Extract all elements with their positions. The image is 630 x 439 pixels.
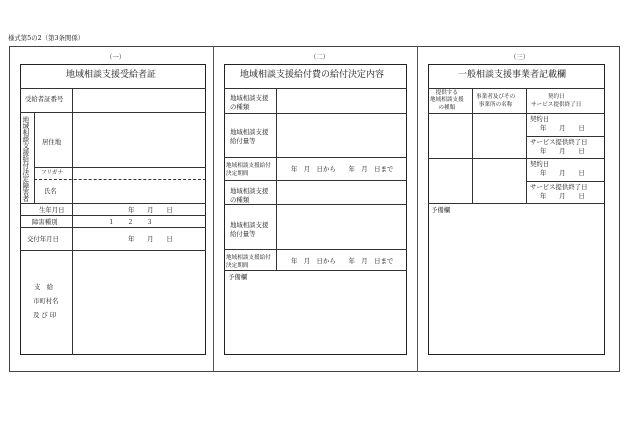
issue-date-label: 交付年月日 — [27, 235, 59, 243]
address-label: 居住地 — [42, 138, 62, 146]
service-type-label-2: 地域相談支援 の種類 — [230, 187, 269, 204]
furigana-label: フリガナ — [41, 170, 64, 176]
name-label: 氏名 — [44, 187, 57, 195]
contract-date-label-1: 契約日 — [530, 115, 550, 123]
benefit-decision-title: 地域相談支援給付費の給付決定内容 — [240, 70, 385, 80]
column-divider-2 — [417, 46, 418, 372]
decision-period-value-2: 年 月 日から 年 月 日まで — [291, 257, 394, 265]
provider-name-header: 事業者及びその 事業所の名称 — [476, 94, 516, 109]
municipality-label-3: 及 び 印 — [33, 311, 57, 319]
benefit-amount-label-2: 地域相談支援 給付量等 — [230, 221, 269, 238]
contract-date-value-2: 年 月 日 — [540, 169, 585, 177]
column-number-1: （一） — [106, 53, 126, 61]
column-divider-1 — [213, 46, 214, 372]
notes-label-3: 予備欄 — [431, 206, 451, 214]
service-type-header: 提供する 地域相談支援 の種類 — [430, 90, 464, 111]
cert-number-label: 受給者証番号 — [25, 95, 64, 103]
decision-period-value-1: 年 月 日から 年 月 日まで — [291, 165, 394, 173]
birth-date-value: 年 月 日 — [128, 206, 173, 214]
notes-label-2: 予備欄 — [228, 273, 248, 281]
issue-date-value: 年 月 日 — [128, 235, 173, 243]
municipality-label-1: 支 給 — [34, 283, 54, 291]
decision-period-label-2: 地域相談支援給付 決定期間 — [226, 255, 271, 269]
decision-period-label-1: 地域相談支援給付 決定期間 — [226, 163, 271, 177]
benefit-amount-label-1: 地域相談支援 給付量等 — [230, 128, 269, 145]
form-label: 様式第5の2（第3条関係） — [8, 34, 85, 42]
certificate-title: 地域相談支援受給者証 — [66, 70, 157, 80]
end-date-label-1: サービス提供終了日 — [530, 138, 588, 146]
contract-date-label-2: 契約日 — [530, 160, 550, 168]
disability-type-options: １ ２ ３ — [108, 218, 153, 226]
column-number-2: （二） — [310, 53, 330, 61]
contract-date-value-1: 年 月 日 — [540, 124, 585, 132]
municipality-label-2: 市町村名 — [33, 297, 59, 305]
end-date-value-2: 年 月 日 — [540, 192, 585, 200]
end-date-value-1: 年 月 日 — [540, 147, 585, 155]
contract-date-header: 契約日 サービス提供終了日 — [531, 94, 582, 109]
end-date-label-2: サービス提供終了日 — [530, 183, 588, 191]
disability-type-label: 障害種別 — [32, 218, 58, 226]
birth-date-label: 生年月日 — [39, 206, 65, 214]
beneficiary-side-label: 地域相談支援給付決定障害者 — [20, 116, 29, 202]
column-number-3: （三） — [510, 53, 530, 61]
service-type-label-1: 地域相談支援 の種類 — [230, 94, 269, 111]
provider-record-title: 一般相談支援事業者記載欄 — [458, 70, 567, 80]
